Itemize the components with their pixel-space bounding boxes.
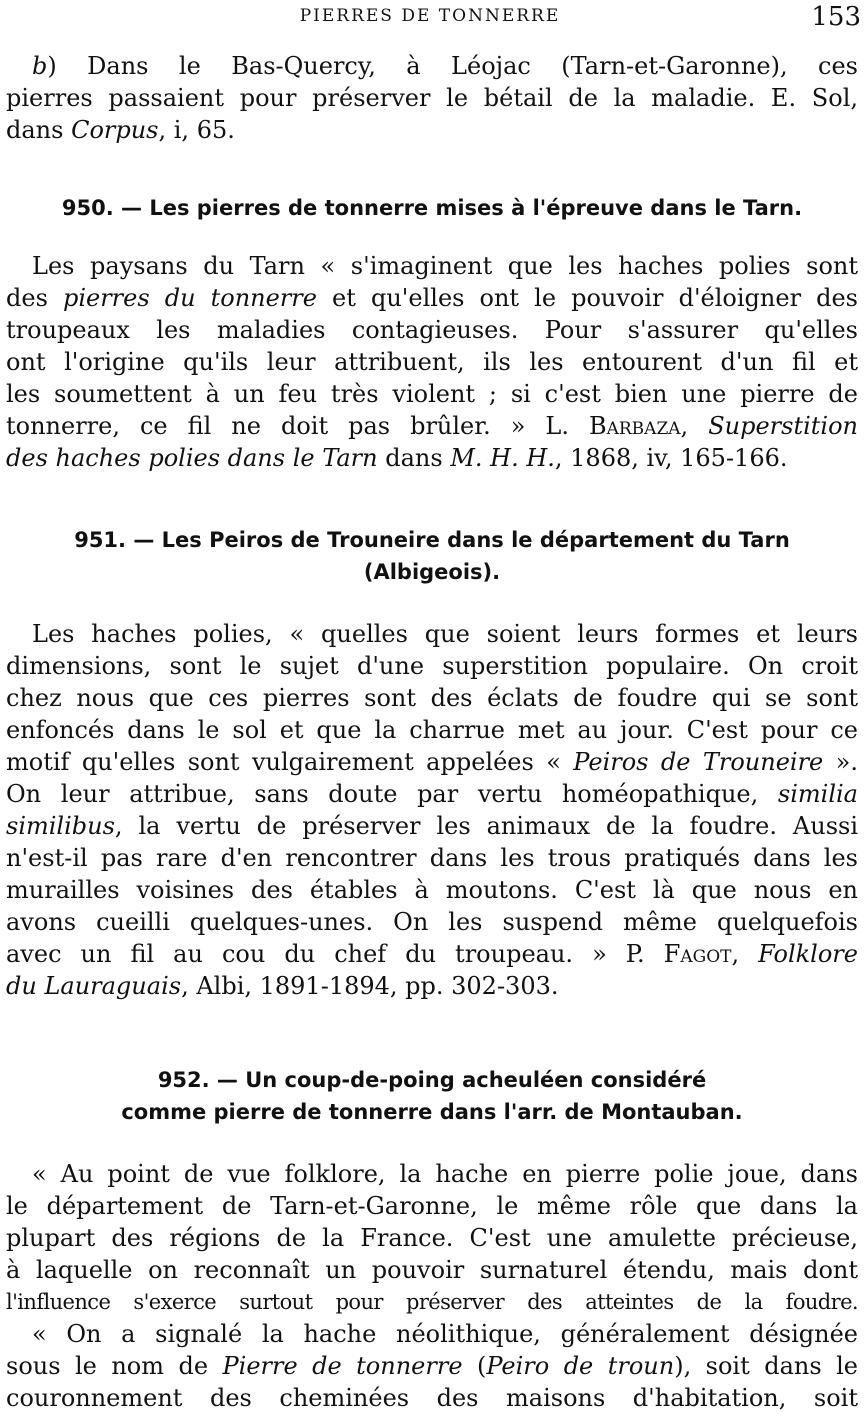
- text-line: plupart des régions de la France. C'est une amulette précieuse,: [6, 1224, 858, 1252]
- text-line: murailles voisines des étables à moutons. C'est là que nous en: [6, 876, 858, 904]
- section-951-body: [6, 618, 858, 1002]
- text-line: troupeaux les maladies contagieuses. Pour s'assurer qu'elles: [6, 316, 858, 344]
- text-line: b) Dans le Bas-Quercy, à Léojac (Tarn-et-Garonne), ces: [32, 52, 858, 80]
- text-line: n'est-il pas rare d'en rencontrer dans les trous pratiqués dans les: [6, 844, 858, 872]
- text-line: des pierres du tonnerre et qu'elles ont le pouvoir d'éloigner des: [6, 284, 858, 312]
- section-heading-continued: (Albigeois).: [363, 560, 501, 584]
- text-line: dimensions, sont le sujet d'une superstition populaire. On croit: [6, 652, 858, 680]
- section-heading: 951. — Les Peiros de Trouneire dans le département du Tarn: [74, 528, 790, 552]
- page-number: 153: [811, 2, 861, 32]
- section-950-heading: [22, 192, 842, 224]
- text-line: « On a signalé la hache néolithique, généralement désignée: [32, 1320, 858, 1348]
- section-heading-continued: comme pierre de tonnerre dans l'arr. de Montauban.: [121, 1100, 743, 1124]
- text-line: pierres passaient pour préserver le bétail de la maladie. E. Sol,: [6, 84, 858, 112]
- text-line: similibus, la vertu de préserver les animaux de la foudre. Aussi: [6, 812, 858, 840]
- section-952-heading: [22, 1064, 842, 1128]
- section-952-body: [6, 1158, 858, 1414]
- running-head: [0, 2, 867, 32]
- text-line: On leur attribue, sans doute par vertu homéopathique, similia: [6, 780, 858, 808]
- text-line: sous le nom de Pierre de tonnerre (Peiro de troun), soit dans le: [6, 1352, 858, 1380]
- text-line: avons cueilli quelques-unes. On les suspend même quelquefois: [6, 908, 858, 936]
- text-line: chez nous que ces pierres sont des éclats de foudre qui se sont: [6, 684, 858, 712]
- text-line: des haches polies dans le Tarn dans M. H. H., 1868, iv, 165-166.: [6, 444, 788, 472]
- text-line: avec un fil au cou du chef du troupeau. » P. Fagot, Folklore: [6, 940, 858, 968]
- text-line: Les paysans du Tarn « s'imaginent que les haches polies sont: [32, 252, 858, 280]
- text-line: les soumettent à un feu très violent ; si c'est bien une pierre de: [6, 380, 858, 408]
- text-line: motif qu'elles sont vulgairement appelées « Peiros de Trouneire ».: [6, 748, 858, 776]
- author-name: Fagot: [663, 940, 732, 968]
- section-951-heading: [22, 524, 842, 588]
- running-title: PIERRES DE TONNERRE: [299, 6, 561, 26]
- text-line: le département de Tarn-et-Garonne, le même rôle que dans la: [6, 1192, 858, 1220]
- text-line: à laquelle on reconnaît un pouvoir surnaturel étendu, mais dont: [6, 1256, 858, 1284]
- text-line: enfoncés dans le sol et que la charrue met au jour. C'est pour ce: [6, 716, 858, 744]
- list-marker: b: [32, 52, 48, 80]
- section-heading: 950. — Les pierres de tonnerre mises à l'épreuve dans le Tarn.: [61, 196, 803, 220]
- text-line: Les haches polies, « quelles que soient leurs formes et leurs: [32, 620, 858, 648]
- text-line: du Lauraguais, Albi, 1891-1894, pp. 302-303.: [6, 972, 559, 1000]
- text-line: « Au point de vue folklore, la hache en pierre polie joue, dans: [32, 1160, 858, 1188]
- section-heading: 952. — Un coup-de-poing acheuléen considéré: [157, 1068, 707, 1092]
- author-name: Barbaza: [588, 412, 681, 440]
- source-title: Corpus: [71, 116, 159, 144]
- paragraph-b: [6, 50, 858, 146]
- text-line: dans Corpus, i, 65.: [6, 116, 235, 144]
- text-line: ont l'origine qu'ils leur attribuent, ils les entourent d'un fil et: [6, 348, 858, 376]
- section-950-body: [6, 250, 858, 474]
- text-line: couronnement des cheminées des maisons d'habitation, soit: [6, 1384, 858, 1412]
- text-line: tonnerre, ce fil ne doit pas brûler. » L. Barbaza, Superstition: [6, 412, 858, 440]
- text-line: l'influence s'exerce surtout pour préserver des atteintes de la foudre.: [6, 1290, 858, 1314]
